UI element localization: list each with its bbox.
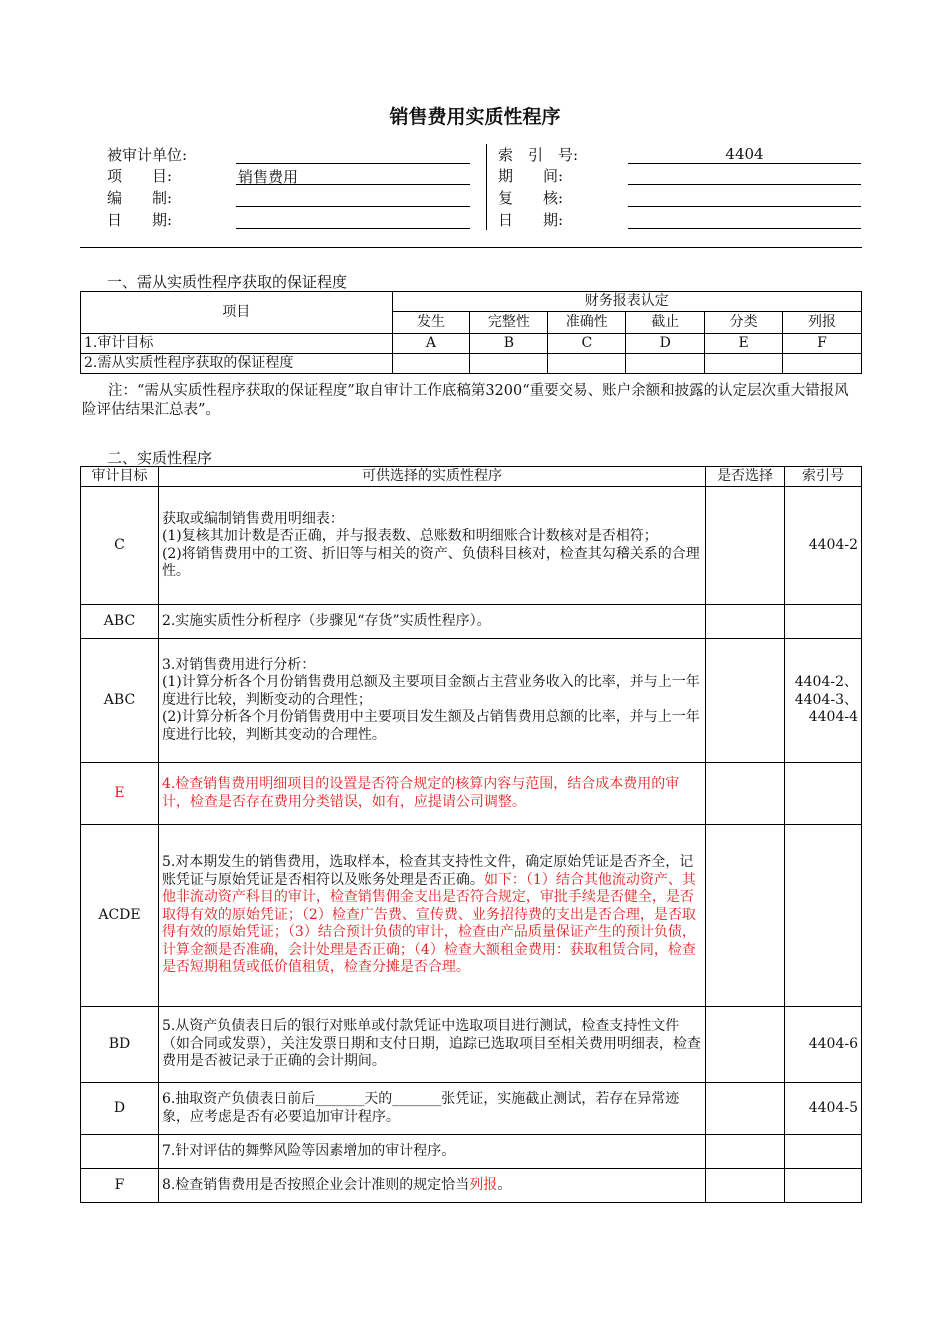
table-row [81,825,862,1007]
table-row [81,334,862,354]
assurance-table [80,291,862,374]
procedure-cell [158,1169,705,1203]
index-cell: 4404-5 [785,1083,862,1135]
assertion-group-header: 财务报表认定 [392,292,861,312]
section2-heading: 二、实质性程序 [107,449,213,467]
index-field: 4404 [628,145,861,164]
period-label: 期 间: [498,167,564,185]
reviewer-label: 复 核: [498,189,564,207]
assertion-header: 发生 [392,312,470,334]
section1-heading: 一、需从实质性程序获取的保证程度 [107,273,348,291]
audit-target-cell: ABC [81,639,159,763]
table-row [81,605,862,639]
table-row [81,1135,862,1169]
procedure-cell [158,763,705,825]
procedure-text: 5.对本期发生的销售费用，选取样本，检查其支持性文件，确定原始凭证是否齐全，记账凭证与原始凭证是否相符以及账务处理是否正确。 [161,854,694,888]
index-cell [785,825,862,1007]
procedure-table [80,466,862,1203]
audit-target-cell: C [81,487,159,605]
selection-cell[interactable] [706,639,785,763]
assertion-header: 分类 [705,312,783,334]
selection-cell[interactable] [706,1083,785,1135]
procedure-text: 5.从资产负债表日后的银行对账单或付款凭证中选取项目进行测试，检查支持性文件（如合同或发票），关注发票日期和支付日期，追踪已选取项目至相关费用明细表，检查费用是否被记录于正确的会计期间。 [161,1018,701,1070]
procedure-text: 4.检查销售费用明细项目的设置是否符合规定的核算内容与范围，结合成本费用的审计，检查是否存在费用分类错误，如有，应提请公司调整。 [161,776,680,810]
procedure-cell [158,639,705,763]
selection-cell[interactable] [706,1007,785,1083]
period-field [628,166,861,185]
index-cell: 4404-2 [785,487,862,605]
target-code: E [705,334,783,354]
table-row [81,487,862,605]
target-code: B [470,334,548,354]
selection-cell[interactable] [706,763,785,825]
audit-target-cell: BD [81,1007,159,1083]
table-row [81,639,862,763]
note-text: 注：“需从实质性程序获取的保证程度”取自审计工作底稿第3200“重要交易、账户余额和披露的认定层次重大错报风险评估结果汇总表”。 [82,383,849,418]
item-label: 项 目: [107,167,173,185]
auditee-label: 被审计单位: [107,146,188,164]
procedure-text: 。 [497,1176,512,1193]
audit-target-cell: ACDE [81,825,159,1007]
assertion-header: 列报 [783,312,862,334]
selection-cell[interactable] [706,605,785,639]
assurance-cell[interactable] [626,354,705,374]
col-procedure-header: 可供选择的实质性程序 [158,467,705,487]
index-cell: 4404-2、 4404-3、 4404-4 [785,639,862,763]
assurance-cell[interactable] [548,354,626,374]
procedure-text: 如下：（1）结合其他流动资产、其他非流动资产科目的审计，检查销售佣金支出是否符合规定，审批手续是否健全，是否取得有效的原始凭证；（2）检查广告费、宣传费、业务招待费的支出是否合理，是否取得有效的原始凭证；（3）结合预计负债的审计，检查由产品质量保证产生的预计负债，计算金额是否准确，会计处理是否正确；（4）检查大额租金费用：获取租赁合同，检查是否短期租赁或低价值租赁，检查分摊是否合理。 [161,871,696,976]
preparer-field [236,188,470,207]
reviewer-field [628,188,861,207]
assurance-cell[interactable] [705,354,783,374]
index-cell [785,605,862,639]
header-rule [80,247,862,248]
procedure-cell [158,1083,705,1135]
target-code: F [783,334,862,354]
assertion-header: 截止 [626,312,705,334]
target-code: A [392,334,470,354]
selection-cell[interactable] [706,487,785,605]
selection-cell[interactable] [706,1135,785,1169]
procedure-text: 2.实施实质性分析程序（步骤见“存货”实质性程序）。 [161,612,491,629]
date-field-left [236,210,470,229]
col-item-header: 项目 [81,292,393,334]
assertion-header: 准确性 [548,312,626,334]
table-row [81,1007,862,1083]
target-code: D [626,334,705,354]
table-row [81,1169,862,1203]
index-cell [785,1169,862,1203]
assertion-header: 完整性 [470,312,548,334]
audit-target-cell: F [81,1169,159,1203]
procedure-text: 7.针对评估的舞弊风险等因素增加的审计程序。 [161,1142,456,1159]
procedure-text: 6.抽取资产负债表日前后_______天的_______张凭证，实施截止测试，若存在异常迹象，应考虑是否有必要追加审计程序。 [161,1091,680,1125]
date-label-left: 日 期: [107,211,173,229]
procedure-text: 列报 [469,1176,498,1193]
date-label-right: 日 期: [498,211,564,229]
index-cell [785,1135,862,1169]
procedure-text: 获取或编制销售费用明细表： (1)复核其加计数是否正确，并与报表数、总账数和明细账合计数核对是否相符； (2)将销售费用中的工资、折旧等与相关的资产、负债科目核对，检查其勾稽关系的合理性。 [161,510,700,579]
table-row [81,763,862,825]
procedure-text: 8.检查销售费用是否按照企业会计准则的规定恰当 [161,1176,470,1193]
header-divider [486,144,487,230]
procedure-cell [158,1007,705,1083]
page-title: 销售费用实质性程序 [389,106,561,128]
table-row [81,1083,862,1135]
audit-target-cell: ABC [81,605,159,639]
assurance-cell[interactable] [783,354,862,374]
row-label: 2.需从实质性程序获取的保证程度 [81,354,393,374]
table-row [81,354,862,374]
auditee-field [236,145,470,164]
col-index-header: 索引号 [785,467,862,487]
audit-target-cell: E [81,763,159,825]
preparer-label: 编 制: [107,189,173,207]
date-field-right [628,210,861,229]
index-cell [785,763,862,825]
procedure-cell [158,1135,705,1169]
procedure-cell [158,605,705,639]
col-select-header: 是否选择 [706,467,785,487]
index-cell: 4404-6 [785,1007,862,1083]
row-label: 1.审计目标 [81,334,393,354]
selection-cell[interactable] [706,1169,785,1203]
procedure-cell [158,487,705,605]
procedure-text: 3.对销售费用进行分析： (1)计算分析各个月份销售费用总额及主要项目金额占主营业务收入的比率，并与上一年度进行比较，判断变动的合理性； (2)计算分析各个月份销售费用中主要项目发生额及占销售费用总额的比率，并与上一年度进行比较，判断其变动的合理性。 [161,656,700,743]
audit-target-cell [81,1135,159,1169]
audit-target-cell: D [81,1083,159,1135]
target-code: C [548,334,626,354]
procedure-cell [158,825,705,1007]
selection-cell[interactable] [706,825,785,1007]
item-field: 销售费用 [236,166,470,185]
assurance-cell[interactable] [470,354,548,374]
index-label: 索 引 号: [498,146,579,164]
assurance-cell[interactable] [392,354,470,374]
col-target-header: 审计目标 [81,467,159,487]
